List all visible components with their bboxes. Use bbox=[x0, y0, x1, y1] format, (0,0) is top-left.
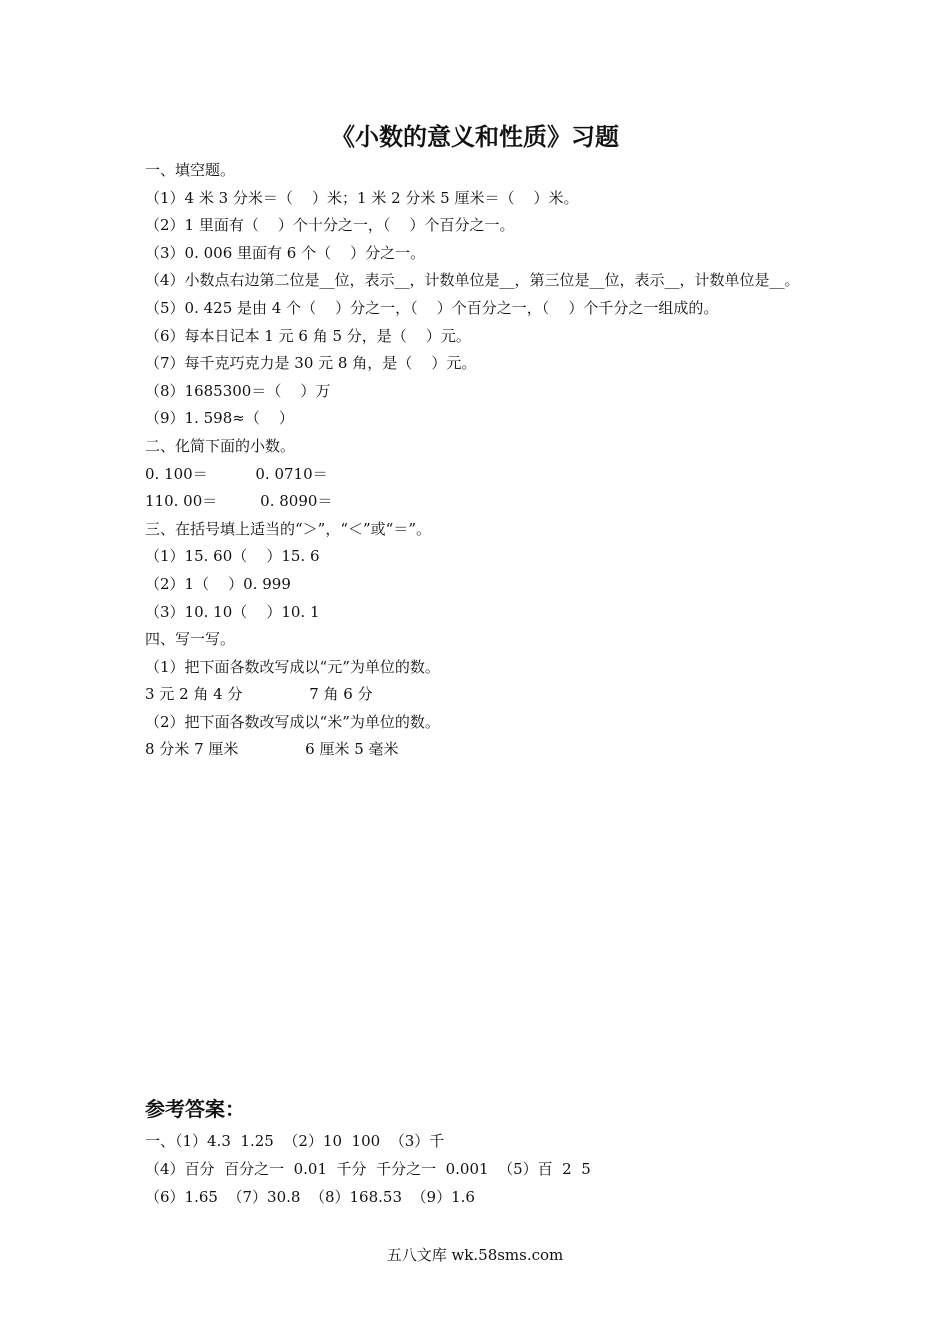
section-heading-fill-blank: 一、填空题。 bbox=[145, 161, 236, 179]
section-heading-simplify: 二、化简下面的小数。 bbox=[145, 436, 296, 455]
question-line: 8 分米 7 厘米 6 厘米 5 毫米 bbox=[145, 740, 399, 759]
question-line: （8）1685300＝（ ）万 bbox=[145, 381, 331, 400]
question-line: （5）0. 425 是由 4 个（ ）分之一，（ ）个百分之一，（ ）个千分之一组成的。 bbox=[145, 298, 719, 317]
question-line: （3）0. 006 里面有 6 个（ ）分之一。 bbox=[145, 243, 426, 262]
answer-line: （4）百分 百分之一 0.01 千分 千分之一 0.001 （5）百 2 5 bbox=[145, 1160, 591, 1178]
answers-heading: 参考答案： bbox=[145, 1097, 245, 1121]
question-line: 3 元 2 角 4 分 7 角 6 分 bbox=[145, 685, 373, 704]
question-line: （6）每本日记本 1 元 6 角 5 分，是（ ）元。 bbox=[145, 326, 471, 345]
section-heading-compare: 三、在括号填上适当的“＞”，“＜”或“＝”。 bbox=[145, 519, 432, 538]
question-line: （1）15. 60（ ）15. 6 bbox=[145, 547, 320, 566]
questions-section bbox=[145, 157, 810, 764]
question-line: （3）10. 10（ ）10. 1 bbox=[145, 602, 320, 621]
question-line: （9）1. 598≈（ ） bbox=[145, 409, 294, 428]
document-title: 《小数的意义和性质》习题 bbox=[331, 122, 619, 151]
question-line: （1）把下面各数改写成以“元”为单位的数。 bbox=[145, 657, 440, 676]
question-line: （1）4 米 3 分米＝（ ）米；1 米 2 分米 5 厘米＝（ ）米。 bbox=[145, 188, 579, 207]
question-line: （2）把下面各数改写成以“米”为单位的数。 bbox=[145, 712, 440, 731]
question-line: （2）1（ ）0. 999 bbox=[145, 574, 291, 593]
answers-section bbox=[145, 1127, 810, 1211]
answer-line: （6）1.65 （7）30.8 （8）168.53 （9）1.6 bbox=[145, 1188, 475, 1206]
question-line: （4）小数点右边第二位是__位，表示__，计数单位是__，第三位是__位，表示__，计数单位是__。 bbox=[145, 271, 800, 290]
question-line: 0. 100＝ 0. 0710＝ bbox=[145, 464, 328, 483]
answer-line: 一、（1）4.3 1.25 （2）10 100 （3）千 bbox=[145, 1132, 445, 1150]
footer-watermark: 五八文库 wk.58sms.com bbox=[386, 1246, 564, 1264]
question-line: （2）1 里面有（ ）个十分之一，（ ）个百分之一。 bbox=[145, 216, 515, 235]
question-line: 110. 00＝ 0. 8090＝ bbox=[145, 492, 333, 511]
question-line: （7）每千克巧克力是 30 元 8 角，是（ ）元。 bbox=[145, 354, 477, 373]
section-heading-write: 四、写一写。 bbox=[145, 630, 236, 649]
